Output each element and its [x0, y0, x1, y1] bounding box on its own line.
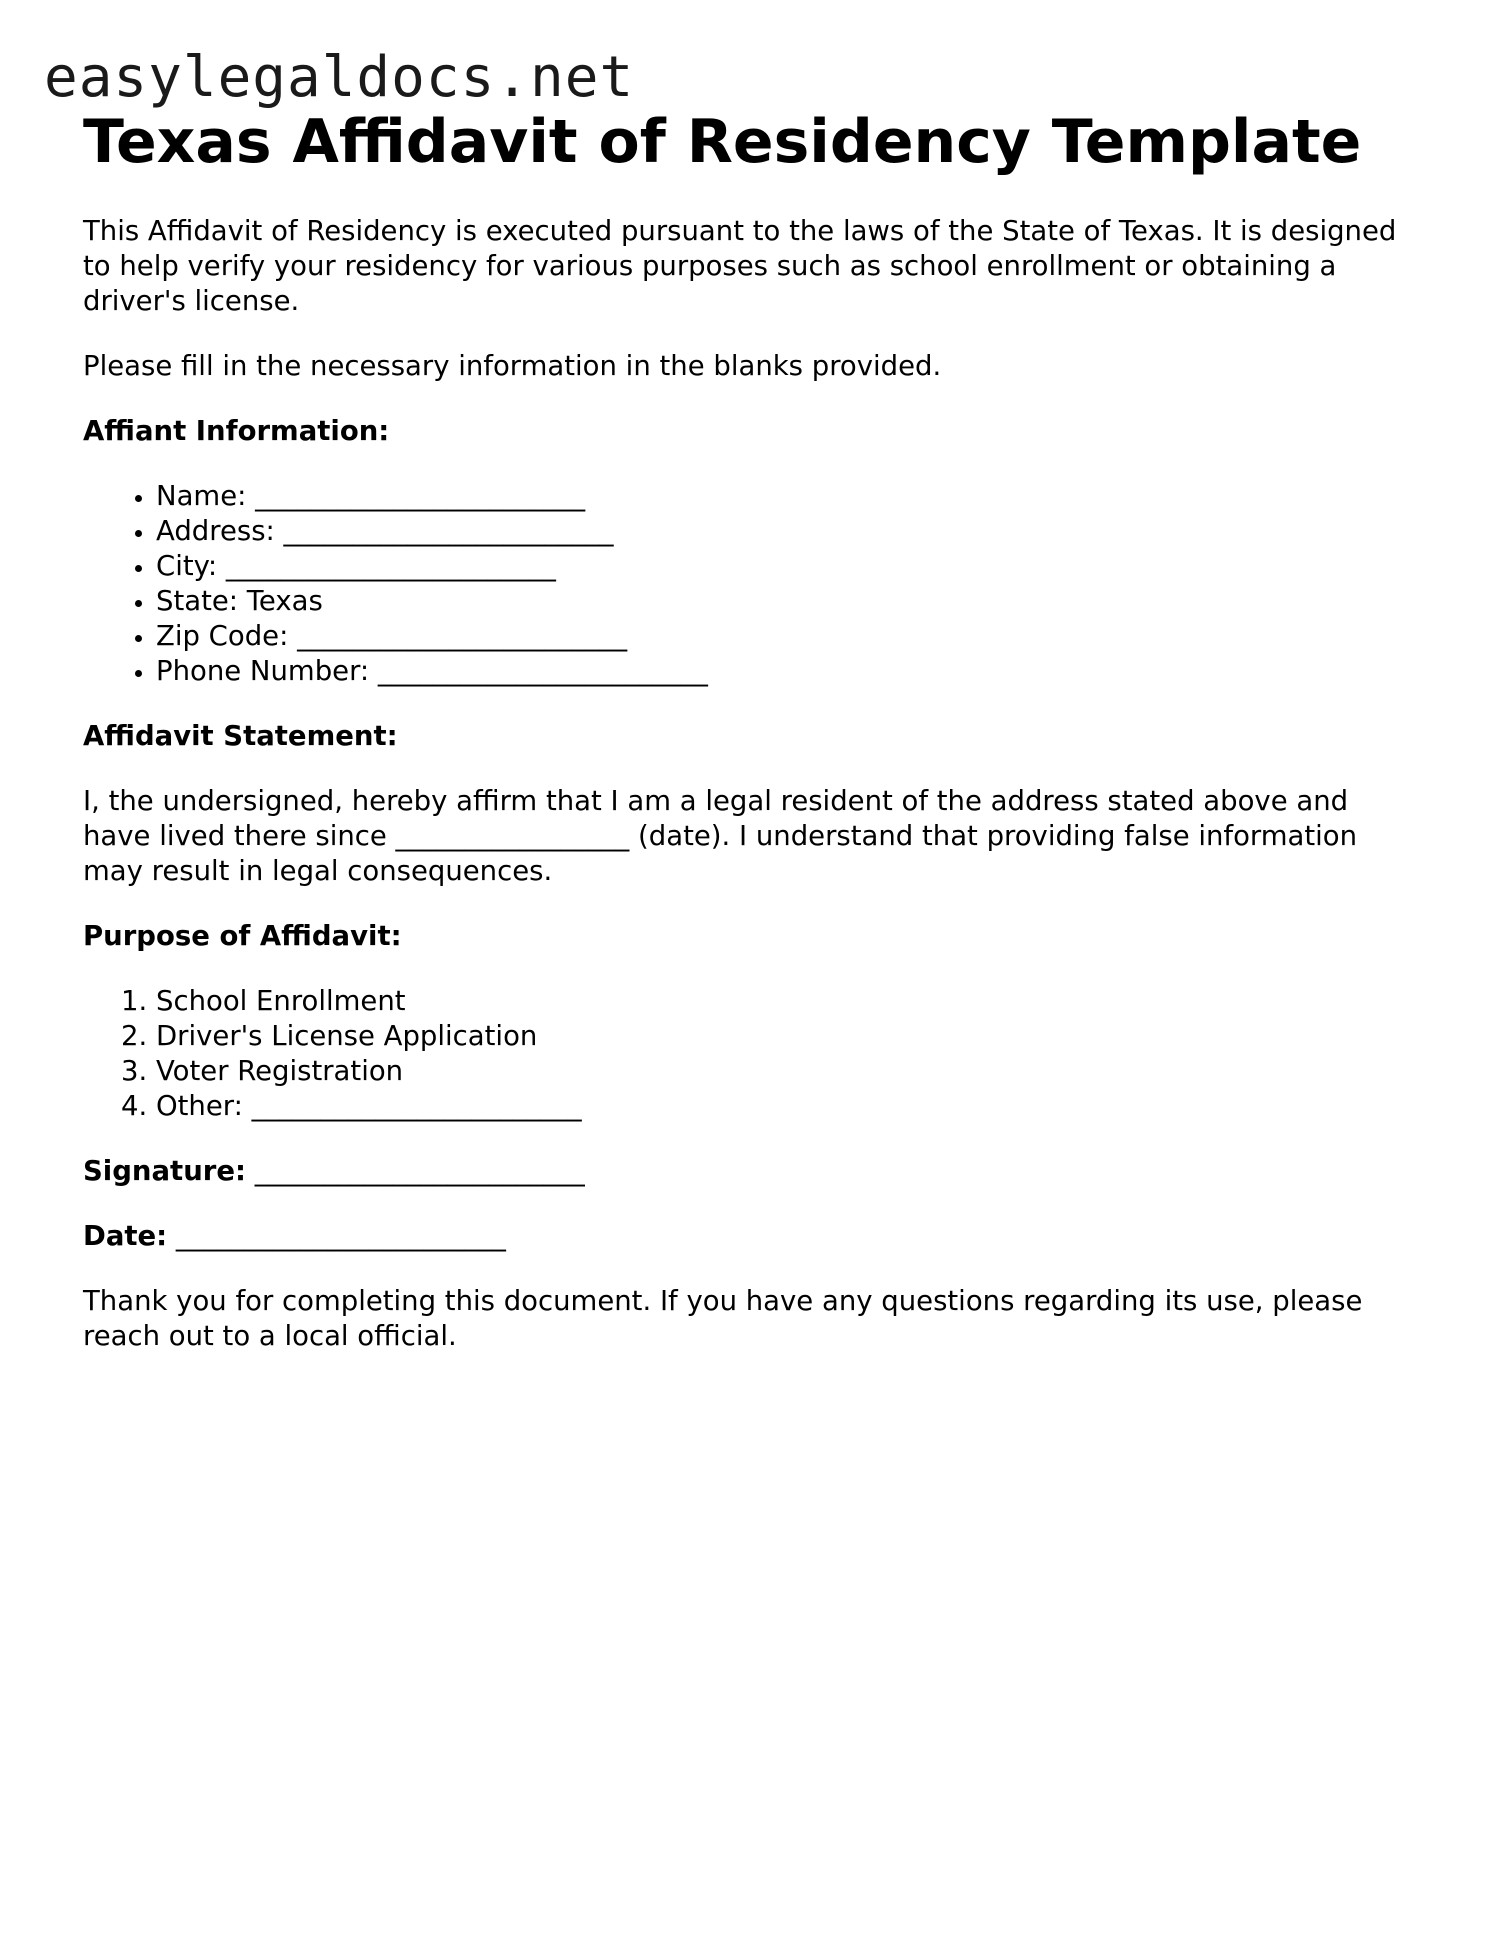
signature-label: Signature: [83, 1155, 246, 1187]
affiant-name-field: • Name: ________________________ [156, 479, 1423, 514]
closing-paragraph: Thank you for completing this document. If you have any questions regarding its use, please reach out to a local official. [83, 1285, 1363, 1352]
affiant-city-field: • City: ________________________ [156, 549, 1423, 584]
date-line [83, 1219, 1423, 1254]
purpose-item: 4. Other: ________________________ [156, 1089, 1423, 1124]
site-watermark: easylegaldocs.net [44, 45, 635, 110]
purpose-item: 1. School Enrollment [156, 984, 1423, 1019]
document-body [83, 104, 1423, 1384]
signature-blank: ________________________ [246, 1155, 585, 1187]
affiant-phone-field: • Phone Number: ________________________ [156, 654, 1423, 689]
purpose-heading: Purpose of Affidavit: [83, 920, 402, 952]
signature-line [83, 1154, 1423, 1189]
statement-heading: Affidavit Statement: [83, 720, 398, 752]
date-label: Date: [83, 1220, 168, 1252]
statement-paragraph: I, the undersigned, hereby affirm that I am a legal resident of the address stated above and have lived there since _________________ (date). I understand that providing false information may result in legal consequences. [83, 785, 1358, 887]
affiant-heading: Affiant Information: [83, 415, 390, 447]
affiant-state-field: • State: Texas [156, 584, 1423, 619]
instruction-paragraph: Please fill in the necessary information in the blanks provided. [83, 350, 942, 382]
affiant-field-list [83, 479, 1423, 689]
affiant-address-field: • Address: ________________________ [156, 514, 1423, 549]
affiant-zip-field: • Zip Code: ________________________ [156, 619, 1423, 654]
document-title: Texas Affidavit of Residency Template [83, 107, 1362, 177]
date-blank: ________________________ [167, 1220, 506, 1252]
purpose-item: 3. Voter Registration [156, 1054, 1423, 1089]
intro-paragraph: This Affidavit of Residency is executed pursuant to the laws of the State of Texas. It is designed to help verify your residency for various purposes such as school enrollment or obtaining a driver's license. [83, 215, 1397, 317]
purpose-item: 2. Driver's License Application [156, 1019, 1423, 1054]
purpose-list [83, 984, 1423, 1124]
